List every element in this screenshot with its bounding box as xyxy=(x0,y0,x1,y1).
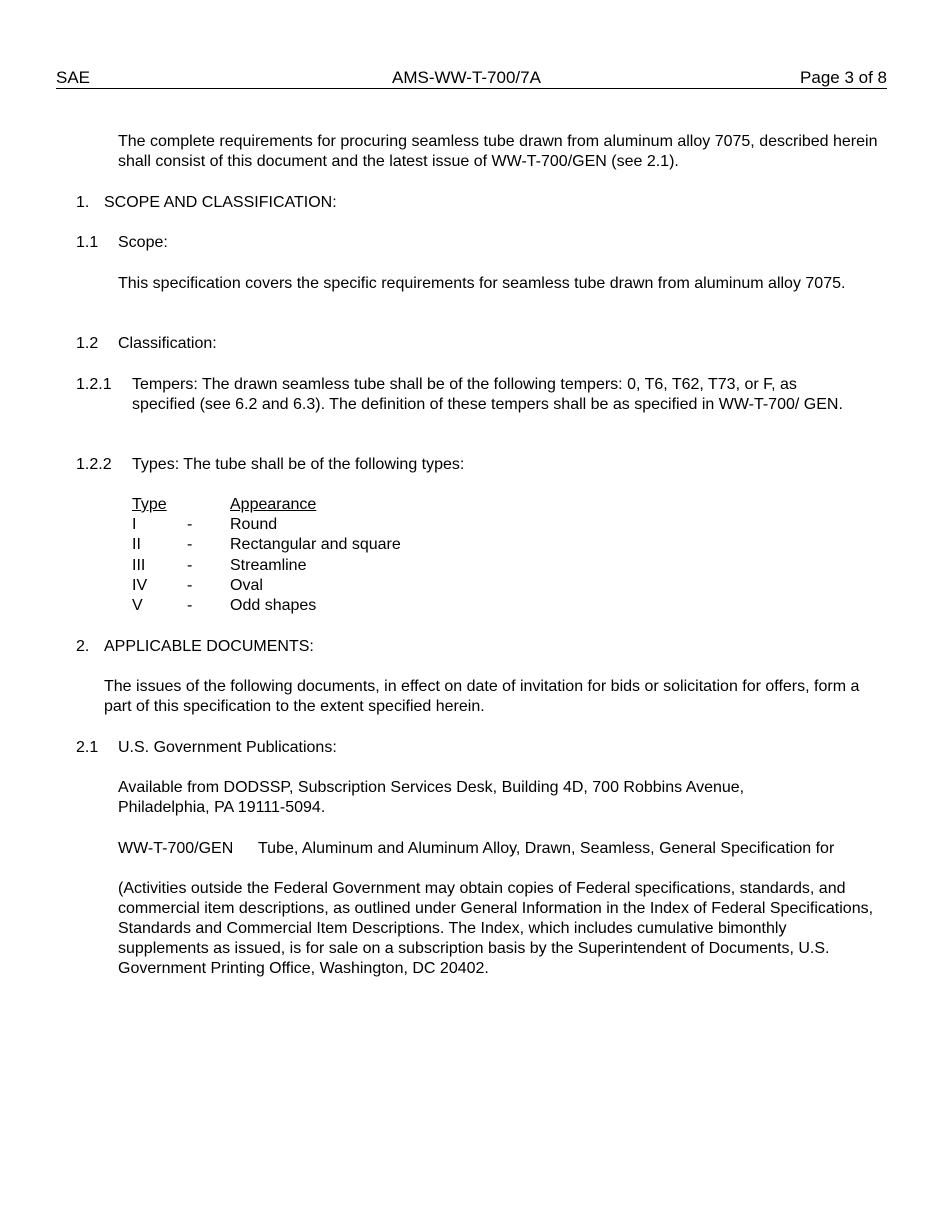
section-2-text: The issues of the following documents, in effect on date of invitation for bids or solicitation for offers, form a part of this specification to the extent specified herein. xyxy=(104,678,860,715)
appearance-cell: Rectangular and square xyxy=(230,536,401,554)
header-org: SAE xyxy=(56,68,91,87)
page-header xyxy=(56,68,887,89)
dash-cell: - xyxy=(187,576,193,594)
section-1-number: 1. xyxy=(76,194,90,211)
federal-note: (Activities outside the Federal Government may obtain copies of Federal specifications, standards, and commercial item descriptions, as outlined under General Information in the Index of Federal Specifications, Standards and Commercial Item Descriptions. The Index, which includes cumulative bimonthly supplements as issued, is for sale on a subscription basis by the Superintendent of Documents, U.S. Government Printing Office, Washington, DC 20402. xyxy=(118,880,874,977)
section-1-1-title: Scope: xyxy=(118,234,168,251)
type-cell: IV xyxy=(132,576,148,594)
section-1-1-text: This specification covers the specific requirements for seamless tube drawn from aluminum alloy 7075. xyxy=(118,275,846,292)
section-1-2-1-number: 1.2.1 xyxy=(76,376,112,393)
dash-cell: - xyxy=(187,596,193,614)
header-page-number: Page 3 of 8 xyxy=(800,68,887,87)
dash-cell: - xyxy=(187,556,193,574)
type-cell: V xyxy=(132,596,143,614)
reference-title: Tube, Aluminum and Aluminum Alloy, Drawn, Seamless, General Specification for xyxy=(258,840,835,857)
section-1-2-2-number: 1.2.2 xyxy=(76,456,112,473)
availability-text: Available from DODSSP, Subscription Services Desk, Building 4D, 700 Robbins Avenue, Philadelphia, PA 19111-5094. xyxy=(118,779,745,816)
header-doc-id: AMS-WW-T-700/7A xyxy=(392,68,541,87)
section-2-1-title: U.S. Government Publications: xyxy=(118,739,337,756)
type-cell: I xyxy=(132,516,137,534)
reference-id: WW-T-700/GEN xyxy=(118,840,234,857)
section-1-2-2-text: Types: The tube shall be of the following types: xyxy=(132,456,465,473)
section-2-1-number: 2.1 xyxy=(76,739,99,756)
dash-cell: - xyxy=(187,536,193,554)
section-1-1-number: 1.1 xyxy=(76,234,99,251)
section-1-2-number: 1.2 xyxy=(76,335,99,352)
section-1-title: SCOPE AND CLASSIFICATION: xyxy=(104,194,337,211)
section-1-2-title: Classification: xyxy=(118,335,217,352)
appearance-cell: Round xyxy=(230,516,278,534)
column-header-type: Type xyxy=(132,496,167,513)
appearance-cell: Odd shapes xyxy=(230,596,317,614)
section-1-2-1-text: Tempers: The drawn seamless tube shall be of the following tempers: 0, T6, T62, T73, or F, as specified (see 6.2 and 6.3). The definition of these tempers shall be as specified in WW-T-700/ GEN. xyxy=(132,376,843,413)
type-cell: II xyxy=(132,536,141,554)
intro-paragraph: The complete requirements for procuring seamless tube drawn from aluminum alloy 7075, described herein shall consist of this document and the latest issue of WW-T-700/GEN (see 2.1). xyxy=(118,133,878,170)
column-header-appearance: Appearance xyxy=(230,496,317,513)
appearance-cell: Oval xyxy=(230,576,263,594)
appearance-cell: Streamline xyxy=(230,556,307,574)
section-2-title: APPLICABLE DOCUMENTS: xyxy=(104,638,314,655)
dash-cell: - xyxy=(187,516,193,534)
section-2-number: 2. xyxy=(76,638,90,655)
type-cell: III xyxy=(132,556,146,574)
